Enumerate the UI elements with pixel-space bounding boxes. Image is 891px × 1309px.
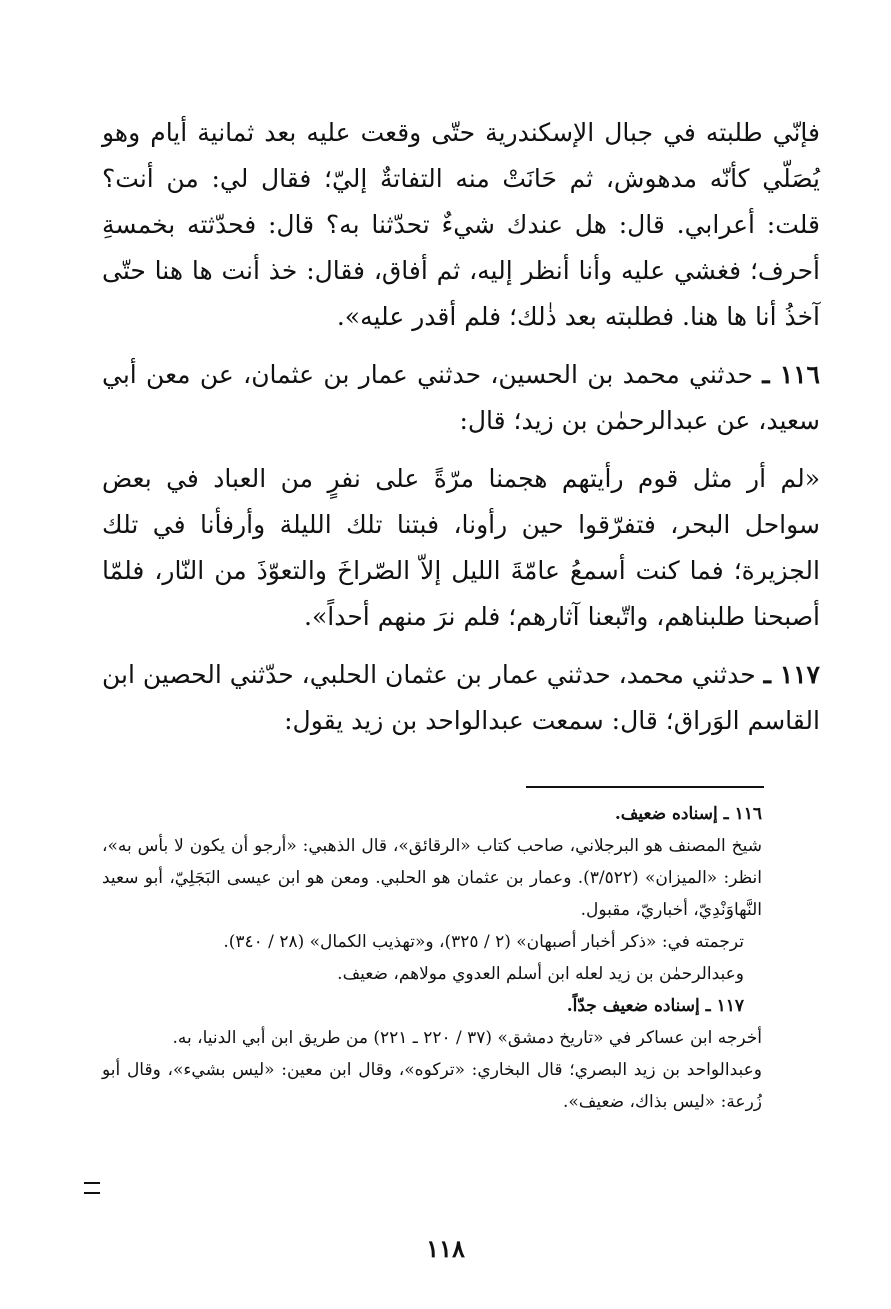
isnad-117: حدثني محمد، حدثني عمار بن عثمان الحلبي، حدّثني الحصين ابن القاسم الوَراق؛ قال: سمعت عبدالواحد بن زيد يقول: xyxy=(102,660,820,735)
footnote-continuation-mark xyxy=(84,1182,100,1194)
isnad-116: حدثني محمد بن الحسين، حدثني عمار بن عثمان، عن معن أبي سعيد، عن عبدالرحمٰن بن زيد؛ قال: xyxy=(102,360,820,435)
footnote-116-line: شيخ المصنف هو البرجلاني، صاحب كتاب «الرقائق»، قال الذهبي: «أرجو أن يكون لا بأس به»، انظر: «الميزان» (٣/٥٢٢). وعمار بن عثمان هو الحلبي. ومعن هو ابن عيسى البَجَلِيّ، أبو سعيد النَّهاوَنْدِيّ، أخباريّ، مقبول. xyxy=(102,836,762,920)
footnote-117-heading: ١١٧ ـ إسناده ضعيف جدّاً. xyxy=(566,996,744,1016)
narration-number-116: ١١٦ ـ xyxy=(762,360,820,389)
main-text xyxy=(102,110,820,744)
footnote-divider xyxy=(526,786,764,788)
paragraph-116-isnad xyxy=(102,352,820,444)
page-number: ١١٨ xyxy=(426,1234,465,1263)
paragraph-116-text: «لم أر مثل قوم رأيتهم هجمنا مرّةً على نفرٍ من العباد في بعض سواحل البحر، فتفرّقوا حين رأونا، فبتنا تلك الليلة وأرفأنا في تلك الجزيرة؛ فما كنت أسمعُ عامّةَ الليل إلاّ الصّراخَ والتعوّذَ من النّار، فلمّا أصبحنا طلبناهم، واتّبعنا آثارهم؛ فلم نرَ منهم أحداً». xyxy=(102,464,820,631)
footnote-117-line: أخرجه ابن عساكر في «تاريخ دمشق» (٣٧ / ٢٢٠ ـ ٢٢١) من طريق ابن أبي الدنيا، به. xyxy=(172,1028,762,1048)
footnote-116-heading: ١١٦ ـ إسناده ضعيف. xyxy=(614,804,762,824)
footnote-117-line: وعبدالواحد بن زيد البصري؛ قال البخاري: «تركوه»، وقال ابن معين: «ليس بشيء»، وقال أبو زُرعة: «ليس بذاك، ضعيف». xyxy=(102,1060,762,1112)
footnote-116-line: وعبدالرحمٰن بن زيد لعله ابن أسلم العدوي مولاهم، ضعيف. xyxy=(337,964,744,984)
paragraph-117-isnad xyxy=(102,652,820,744)
narration-number-117: ١١٧ ـ xyxy=(763,660,820,689)
paragraph-115-continued: فإنّي طلبته في جبال الإسكندرية حتّى وقعت عليه بعد ثمانية أيام وهو يُصَلّي كأنّه مدهوش، ثم حَانَتْ منه التفاتةٌ إليّ؛ فقال لي: من أنت؟ قلت: أعرابي. قال: هل عندك شيءٌ تحدّثنا به؟ قال: فحدّثته بخمسةِ أحرف؛ فغشي عليه وأنا أنظر إليه، ثم أفاق، فقال: خذ أنت ها هنا حتّى آخذُ أنا ها هنا. فطلبته بعد ذٰلك؛ فلم أقدر عليه». xyxy=(102,118,821,331)
footnote-116-line: ترجمته في: «ذكر أخبار أصبهان» (٢ / ٣٢٥)، و«تهذيب الكمال» (٢٨ / ٣٤٠). xyxy=(223,932,744,952)
footnotes xyxy=(102,798,762,1118)
